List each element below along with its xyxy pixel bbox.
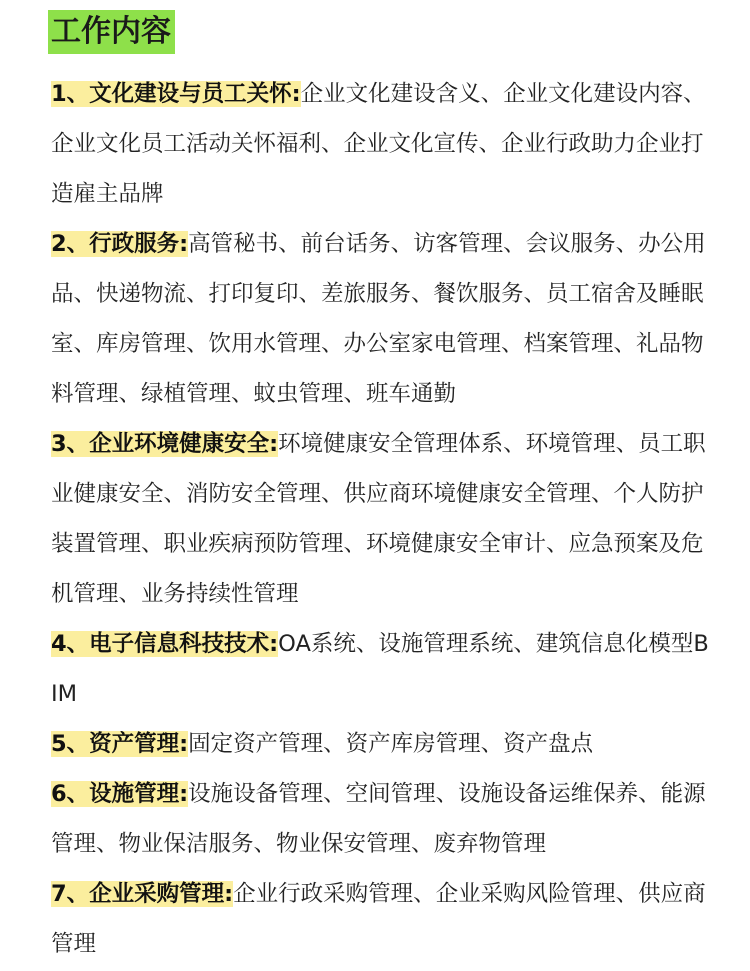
item-label: 5、资产管理: — [51, 731, 189, 757]
item-label: 2、行政服务: — [51, 231, 189, 257]
item-text: OA系统、设施管理系统、建筑信息化模型BIM — [51, 631, 709, 707]
list-item-it — [51, 619, 710, 719]
item-text: 企业行政采购管理、企业采购风险管理、供应商管理 — [51, 881, 706, 957]
list-item-ehs — [51, 419, 710, 619]
item-label: 7、企业采购管理: — [51, 881, 234, 907]
item-text: 设施设备管理、空间管理、设施设备运维保养、能源管理、物业保洁服务、物业保安管理、废弃物管理 — [51, 781, 706, 857]
list-item-admin-service — [51, 219, 710, 419]
item-label: 6、设施管理: — [51, 781, 189, 807]
item-label: 4、电子信息科技技术: — [51, 631, 279, 657]
item-text: 环境健康安全管理体系、环境管理、员工职业健康安全、消防安全管理、供应商环境健康安全管理、个人防护装置管理、职业疾病预防管理、环境健康安全审计、应急预案及危机管理、业务持续性管理 — [51, 431, 706, 607]
item-text: 企业文化建设含义、企业文化建设内容、企业文化员工活动关怀福利、企业文化宣传、企业行政助力企业打造雇主品牌 — [51, 81, 706, 207]
item-label: 1、文化建设与员工关怀: — [51, 81, 301, 107]
item-text: 固定资产管理、资产库房管理、资产盘点 — [188, 731, 594, 757]
item-text: 高管秘书、前台话务、访客管理、会议服务、办公用品、快递物流、打印复印、差旅服务、餐饮服务、员工宿舍及睡眠室、库房管理、饮用水管理、办公室家电管理、档案管理、礼品物料管理、绿植管理、蚊虫管理、班车通勤 — [51, 231, 706, 407]
section-heading: 工作内容 — [48, 10, 175, 54]
list-item-procurement — [51, 869, 710, 969]
list-item-assets — [51, 719, 710, 769]
list-item-culture — [51, 69, 710, 219]
item-label: 3、企业环境健康安全: — [51, 431, 279, 457]
work-content-list — [51, 69, 710, 969]
list-item-facilities — [51, 769, 710, 869]
